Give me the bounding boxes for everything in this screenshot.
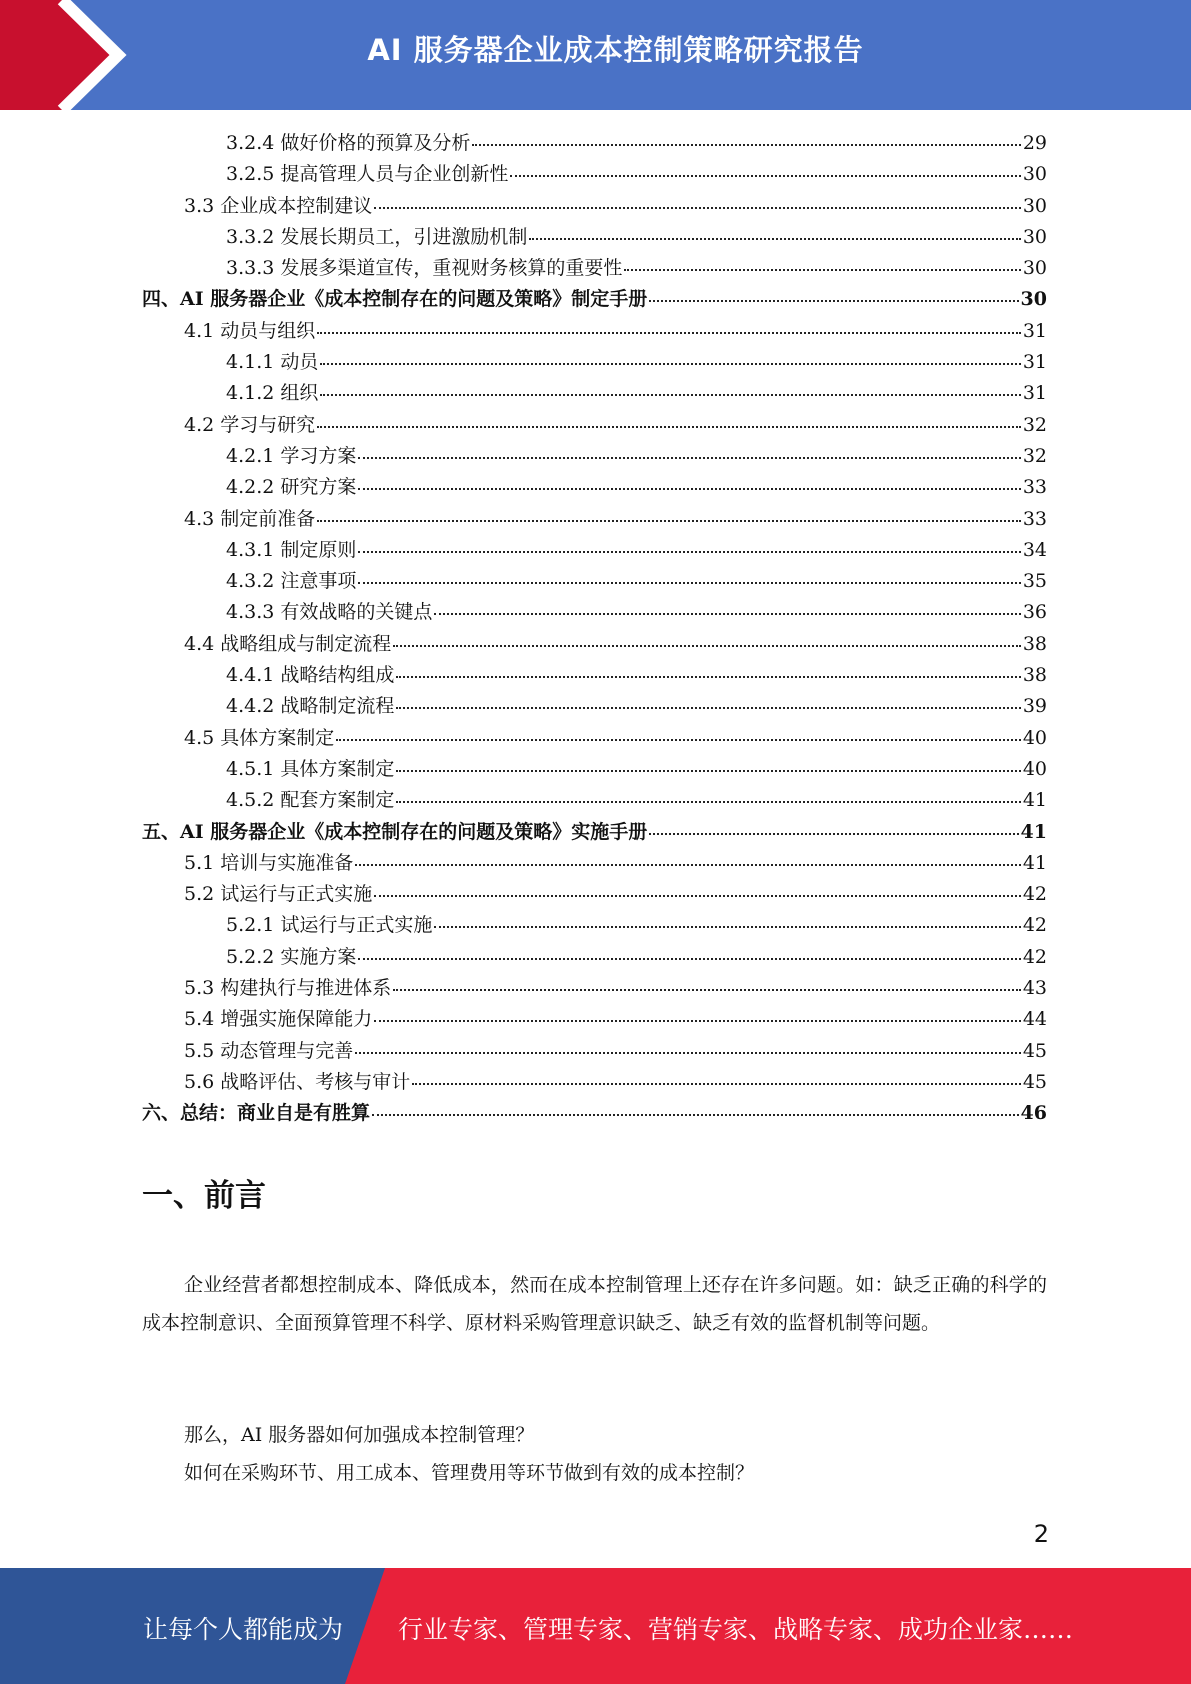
toc-dot-leader [396,662,1020,678]
toc-entry[interactable] [142,973,1047,1004]
toc-entry-page: 30 [1022,194,1047,217]
toc-entry[interactable] [142,754,1047,785]
toc-entry-label: 4.3.1 制定原则 [226,538,357,561]
toc-entry-page: 30 [1022,225,1047,248]
intro-paragraph: 企业经营者都想控制成本、降低成本，然而在成本控制管理上还存在许多问题。如：缺乏正确的科学的成本控制意识、全面预算管理不科学、原材料采购管理意识缺乏、缺乏有效的监督机制等问题。 [142,1274,1047,1334]
toc-entry[interactable] [142,378,1047,409]
toc-entry-page: 39 [1022,695,1047,718]
toc-entry-page: 34 [1022,538,1047,561]
toc-dot-leader [510,161,1020,177]
toc-dot-leader [374,193,1021,209]
toc-dot-leader [317,506,1021,522]
toc-entry[interactable] [142,723,1047,754]
question-line-2: 如何在采购环节、用工成本、管理费用等环节做到有效的成本控制？ [184,1462,755,1484]
toc-dot-leader [396,756,1020,772]
toc-entry-label: 3.2.5 提高管理人员与企业创新性 [226,163,509,186]
toc-entry-page: 33 [1022,476,1047,499]
toc-dot-leader [317,318,1021,334]
footer-slogan-left: 让每个人都能成为 [143,1615,344,1644]
toc-dot-leader [317,412,1021,428]
toc-entry-page: 31 [1022,382,1047,405]
toc-dot-leader [372,1100,1019,1116]
question-line-1: 那么，AI 服务器如何加强成本控制管理？ [184,1424,535,1446]
toc-entry-label: 5.2.1 试运行与正式实施 [226,914,433,937]
section-heading: 一、前言 [142,1178,266,1214]
toc-entry-page: 38 [1022,632,1047,655]
toc-entry-label: 4.1.2 组织 [226,382,319,405]
toc-entry[interactable] [142,597,1047,628]
toc-entry[interactable] [142,159,1047,190]
toc-dot-leader [393,975,1021,991]
toc-entry-label: 4.2 学习与研究 [184,413,316,436]
toc-entry[interactable] [142,504,1047,535]
toc-entry-label: 5.2.2 实施方案 [226,945,357,968]
toc-dot-leader [358,568,1020,584]
toc-entry-label: 4.5.2 配套方案制定 [226,789,395,812]
toc-dot-leader [374,1006,1021,1022]
toc-entry[interactable] [142,347,1047,378]
toc-dot-leader [320,380,1020,396]
toc-dot-leader [358,537,1020,553]
toc-entry[interactable] [142,817,1047,848]
toc-entry-label: 4.2.2 研究方案 [226,476,357,499]
toc-dot-leader [396,693,1020,709]
toc-entry-page: 30 [1020,288,1047,311]
toc-entry-page: 32 [1022,444,1047,467]
toc-entry-label: 五、AI 服务器企业《成本控制存在的问题及策略》实施手册 [142,820,648,843]
toc-entry-page: 42 [1022,883,1047,906]
toc-entry[interactable] [142,284,1047,315]
toc-entry-label: 六、总结：商业自是有胜算 [142,1102,371,1125]
toc-entry[interactable] [142,222,1047,253]
toc-entry[interactable] [142,472,1047,503]
toc-entry-page: 45 [1022,1039,1047,1062]
toc-entry[interactable] [142,128,1047,159]
toc-entry-page: 41 [1022,851,1047,874]
toc-entry-page: 44 [1022,1008,1047,1031]
toc-entry[interactable] [142,1067,1047,1098]
toc-entry-label: 4.5.1 具体方案制定 [226,757,395,780]
toc-dot-leader [412,1069,1021,1085]
toc-entry[interactable] [142,691,1047,722]
toc-entry-page: 40 [1022,726,1047,749]
toc-entry-page: 32 [1022,413,1047,436]
toc-dot-leader [472,130,1020,146]
toc-entry-page: 36 [1022,601,1047,624]
toc-entry-label: 3.3.2 发展长期员工，引进激励机制 [226,225,528,248]
toc-entry[interactable] [142,848,1047,879]
toc-entry-page: 29 [1022,132,1047,154]
toc-entry[interactable] [142,910,1047,941]
toc-entry[interactable] [142,253,1047,284]
toc-entry-label: 5.3 构建执行与推进体系 [184,977,392,1000]
toc-entry-label: 4.4 战略组成与制定流程 [184,632,392,655]
toc-entry-page: 30 [1022,163,1047,186]
toc-entry[interactable] [142,1036,1047,1067]
toc-entry-label: 3.2.4 做好价格的预算及分析 [226,132,471,154]
toc-entry-label: 5.1 培训与实施准备 [184,851,354,874]
page-number: 2 [1033,1520,1049,1548]
toc-entry[interactable] [142,316,1047,347]
toc-entry-label: 4.3.3 有效战略的关键点 [226,601,433,624]
toc-dot-leader [358,944,1020,960]
toc-entry-label: 4.3.2 注意事项 [226,570,357,593]
toc-entry-page: 35 [1022,570,1047,593]
toc-dot-leader [374,881,1021,897]
toc-entry[interactable] [142,191,1047,222]
toc-entry[interactable] [142,660,1047,691]
toc-entry-label: 4.4.2 战略制定流程 [226,695,395,718]
toc-dot-leader [320,349,1020,365]
toc-entry[interactable] [142,942,1047,973]
toc-entry-label: 5.5 动态管理与完善 [184,1039,354,1062]
toc-entry-page: 30 [1022,257,1047,280]
toc-entry-page: 42 [1022,914,1047,937]
toc-dot-leader [649,819,1018,835]
toc-entry-label: 4.1 动员与组织 [184,319,316,342]
toc-dot-leader [649,286,1018,302]
toc-entry-label: 4.5 具体方案制定 [184,726,335,749]
toc-entry-page: 41 [1020,820,1047,843]
toc-dot-leader [529,224,1020,240]
toc-entry-label: 5.2 试运行与正式实施 [184,883,373,906]
toc-dot-leader [336,725,1021,741]
toc-entry-page: 40 [1022,757,1047,780]
toc-entry-label: 5.6 战略评估、考核与审计 [184,1070,411,1093]
toc-entry-label: 3.3 企业成本控制建议 [184,194,373,217]
toc-dot-leader [396,787,1020,803]
toc-dot-leader [624,255,1020,271]
toc-entry-page: 38 [1022,664,1047,687]
toc-entry-page: 31 [1022,319,1047,342]
toc-entry[interactable] [142,1098,1047,1129]
toc-entry[interactable] [142,441,1047,472]
table-of-contents [142,128,1047,1130]
toc-entry-label: 3.3.3 发展多渠道宣传，重视财务核算的重要性 [226,257,623,280]
toc-entry-page: 42 [1022,945,1047,968]
toc-dot-leader [358,474,1020,490]
toc-entry[interactable] [142,410,1047,441]
toc-entry[interactable] [142,566,1047,597]
toc-entry-label: 4.3 制定前准备 [184,507,316,530]
toc-entry-label: 4.4.1 战略结构组成 [226,664,395,687]
toc-dot-leader [434,912,1020,928]
footer-slogan-right: 行业专家、管理专家、营销专家、战略专家、成功企业家…… [398,1615,1074,1644]
page-header [0,0,1191,110]
toc-entry-page: 33 [1022,507,1047,530]
toc-dot-leader [355,850,1021,866]
report-title: AI 服务器企业成本控制策略研究报告 [367,33,864,67]
toc-entry-label: 5.4 增强实施保障能力 [184,1008,373,1031]
page-footer [0,1568,1191,1684]
toc-entry[interactable] [142,879,1047,910]
toc-entry[interactable] [142,1004,1047,1035]
toc-entry-page: 43 [1022,977,1047,1000]
toc-entry-label: 四、AI 服务器企业《成本控制存在的问题及策略》制定手册 [142,288,648,311]
toc-dot-leader [355,1038,1021,1054]
toc-entry-label: 4.2.1 学习方案 [226,444,357,467]
toc-entry[interactable] [142,535,1047,566]
toc-dot-leader [358,443,1020,459]
toc-entry-page: 45 [1022,1070,1047,1093]
toc-entry-label: 4.1.1 动员 [226,351,319,374]
toc-entry-page: 41 [1022,789,1047,812]
toc-entry-page: 31 [1022,351,1047,374]
toc-entry-page: 46 [1020,1102,1047,1125]
toc-entry[interactable] [142,629,1047,660]
toc-dot-leader [434,599,1020,615]
toc-entry[interactable] [142,785,1047,816]
toc-dot-leader [393,631,1021,647]
